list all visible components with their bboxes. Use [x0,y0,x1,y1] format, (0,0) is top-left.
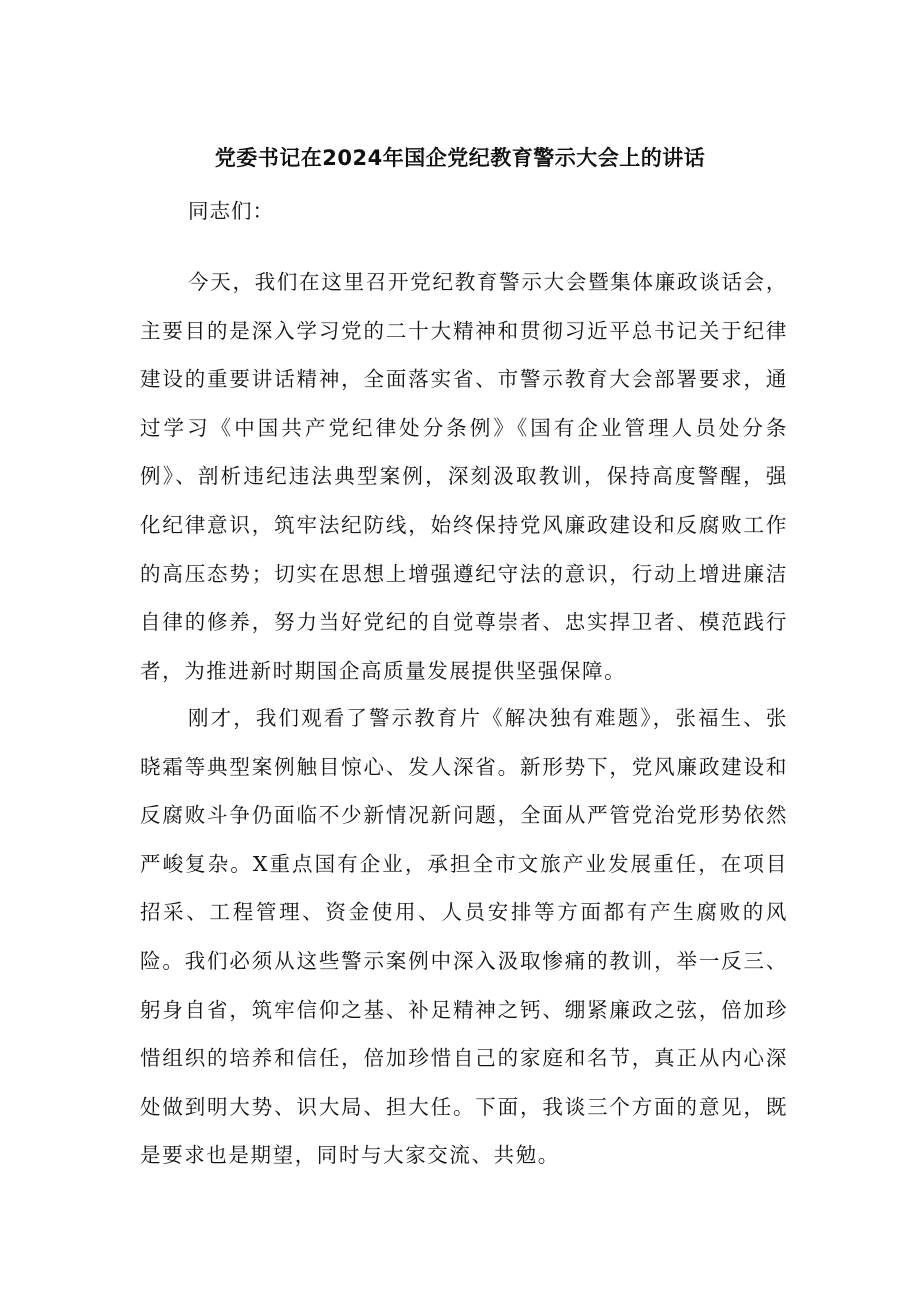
salutation: 同志们： [188,199,274,223]
document-title: 党委书记在2024年国企党纪教育警示大会上的讲话 [214,146,706,170]
body-paragraph-1: 今天，我们在这里召开党纪教育警示大会暨集体廉政谈话会，主要目的是深入学习党的二十大精神和贯彻习近平总书记关于纪律建设的重要讲话精神，全面落实省、市警示教育大会部署要求，通过学习《中国共产党纪律处分条例》《国有企业管理人员处分条例》、剖析违纪违法典型案例，深刻汲取教训，保持高度警醒，强化纪律意识，筑牢法纪防线，始终保持党风廉政建设和反腐败工作的高压态势；切实在思想上增强遵纪守法的意识，行动上增进廉洁自律的修养，努力当好党纪的自觉尊崇者、忠实捍卫者、模范践行者，为推进新时期国企高质量发展提供坚强保障。 [140,270,788,683]
body-paragraph-2: 刚才，我们观看了警示教育片《解决独有难题》，张福生、张晓霜等典型案例触目惊心、发人深省。新形势下，党风廉政建设和反腐败斗争仍面临不少新情况新问题，全面从严管党治党形势依然严峻复杂。X重点国有企业，承担全市文旅产业发展重任，在项目招采、工程管理、资金使用、人员安排等方面都有产生腐败的风险。我们必须从这些警示案例中深入汲取惨痛的教训，举一反三、躬身自省，筑牢信仰之基、补足精神之钙、绷紧廉政之弦，倍加珍惜组织的培养和信任，倍加珍惜自己的家庭和名节，真正从内心深处做到明大势、识大局、担大任。下面，我谈三个方面的意见，既是要求也是期望，同时与大家交流、共勉。 [140,706,788,1168]
